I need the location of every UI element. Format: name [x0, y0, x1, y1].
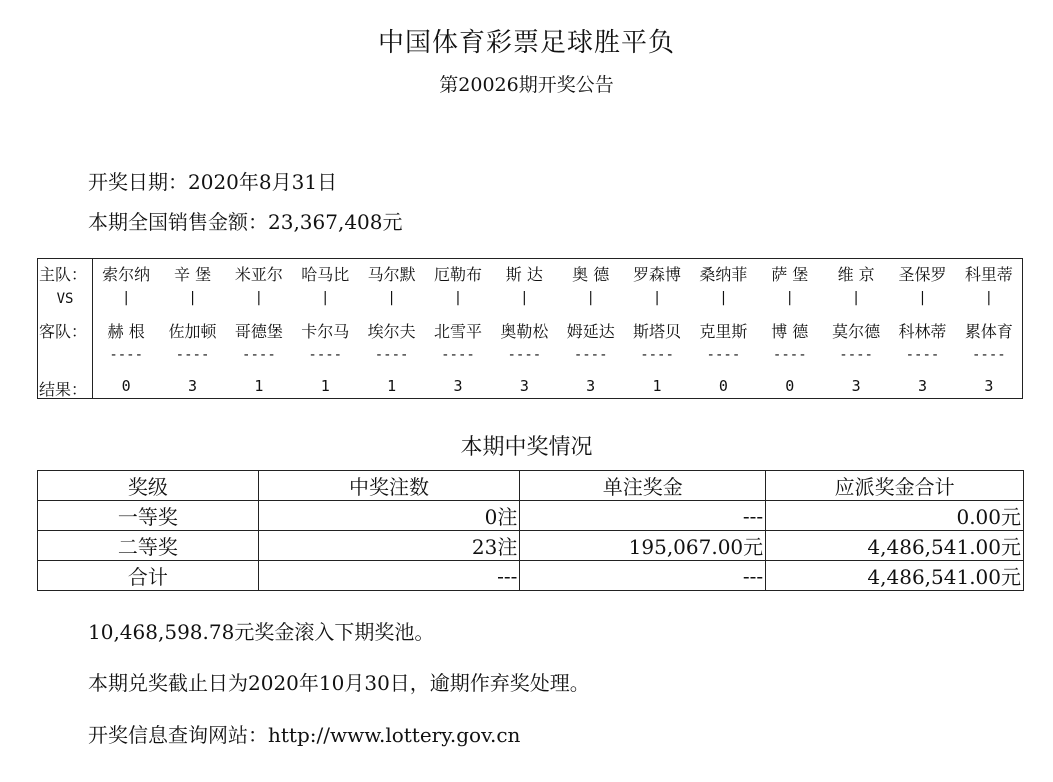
match-result: 3	[586, 377, 596, 395]
dash-mark: ----	[109, 347, 144, 363]
vs-mark: |	[121, 290, 131, 306]
dash-mark: ----	[640, 347, 674, 363]
match-column	[690, 259, 756, 398]
away-team: 哥德堡	[234, 322, 283, 341]
table-row	[38, 501, 1024, 531]
rollover-note: 10,468,598.78元奖金滚入下期奖池。	[88, 620, 435, 644]
prize-total: 4,486,541.00元	[766, 561, 1024, 591]
table-row	[38, 561, 1024, 591]
away-team: 克里斯	[699, 322, 748, 341]
home-team: 奥 德	[572, 265, 610, 284]
match-result: 1	[387, 377, 397, 395]
home-team: 厄勒布	[433, 265, 482, 284]
dash-mark: ----	[772, 347, 807, 363]
match-result: 3	[917, 377, 927, 395]
header-per-ticket: 单注奖金	[520, 471, 766, 501]
away-team: 奥勒松	[500, 322, 549, 341]
prize-total: 4,486,541.00元	[766, 531, 1024, 561]
home-team: 哈马比	[301, 265, 350, 284]
vs-mark: |	[851, 290, 861, 306]
home-team: 圣保罗	[898, 265, 947, 284]
match-result: 3	[188, 377, 198, 395]
dash-mark: ----	[374, 347, 409, 363]
home-team: 索尔纳	[102, 265, 151, 284]
match-column	[823, 259, 889, 398]
vs-mark: |	[586, 290, 595, 306]
match-column	[226, 259, 292, 398]
away-team: 卡尔马	[301, 322, 350, 341]
prize-level: 合计	[38, 561, 259, 591]
away-team: 科林蒂	[898, 322, 947, 341]
website-note: 开奖信息查询网站：http://www.lottery.gov.cn	[88, 723, 521, 747]
home-team: 米亚尔	[234, 265, 283, 284]
vs-mark: |	[254, 290, 264, 306]
match-column	[956, 259, 1022, 398]
prize-level: 二等奖	[38, 531, 259, 561]
match-row-labels	[38, 259, 93, 398]
away-team: 赫 根	[107, 322, 145, 341]
match-column	[558, 259, 624, 398]
prize-count: ---	[258, 561, 520, 591]
away-team: 累体育	[964, 322, 1013, 341]
match-column	[93, 259, 159, 398]
vs-mark: |	[652, 290, 662, 306]
match-result: 1	[254, 377, 264, 395]
vs-mark: |	[453, 290, 463, 306]
match-result: 1	[652, 377, 662, 395]
away-team: 姆延达	[566, 322, 615, 341]
match-column	[292, 259, 358, 398]
dash-mark: ----	[706, 347, 741, 363]
sales-amount: 本期全国销售金额：23,367,408元	[88, 210, 403, 234]
dash-mark: ----	[175, 347, 210, 363]
match-column	[358, 259, 424, 398]
away-team: 佐加顿	[168, 322, 217, 341]
result-label: 结果：	[39, 380, 88, 399]
match-result: 0	[785, 377, 795, 395]
match-column	[889, 259, 955, 398]
prize-per-ticket: ---	[520, 561, 766, 591]
match-column	[491, 259, 557, 398]
dash-mark: ----	[573, 347, 608, 363]
dash-mark: ----	[507, 347, 542, 363]
vs-mark: |	[188, 290, 197, 306]
deadline-note: 本期兑奖截止日为2020年10月30日，逾期作弃奖处理。	[88, 671, 590, 695]
prize-total: 0.00元	[766, 501, 1024, 531]
dash-mark: ----	[308, 347, 343, 363]
match-result: 0	[121, 377, 131, 395]
match-result: 3	[453, 377, 463, 395]
vs-mark: |	[918, 290, 927, 306]
header-level: 奖级	[38, 471, 259, 501]
draw-date: 开奖日期：2020年8月31日	[88, 170, 338, 194]
table-row	[38, 531, 1024, 561]
vs-mark: |	[984, 290, 994, 306]
away-label: 客队：	[39, 322, 88, 341]
prize-header-row	[38, 471, 1024, 501]
home-team: 科里蒂	[964, 265, 1013, 284]
prize-per-ticket: ---	[520, 501, 766, 531]
home-team: 斯 达	[505, 265, 543, 284]
prize-count: 0注	[258, 501, 520, 531]
home-team: 罗森博	[633, 265, 682, 284]
match-result: 3	[984, 377, 994, 395]
prize-count: 23注	[258, 531, 520, 561]
away-team: 斯塔贝	[633, 322, 682, 341]
away-team: 博 德	[771, 322, 809, 341]
match-result: 3	[519, 377, 529, 395]
match-column	[624, 259, 690, 398]
match-column	[159, 259, 225, 398]
home-team: 辛 堡	[173, 265, 212, 284]
home-label: 主队：	[39, 265, 88, 284]
dash-mark: ----	[242, 347, 276, 363]
away-team: 莫尔德	[832, 322, 881, 341]
away-team: 北雪平	[433, 322, 482, 341]
away-team: 埃尔夫	[367, 322, 416, 341]
match-result: 1	[320, 377, 330, 395]
match-columns	[93, 259, 1022, 398]
vs-mark: |	[321, 290, 330, 306]
match-result: 0	[718, 377, 728, 395]
dash-mark: ----	[905, 347, 940, 363]
issue-subtitle: 第20026期开奖公告	[439, 74, 614, 96]
match-column	[425, 259, 491, 398]
vs-mark: |	[785, 290, 794, 306]
vs-mark: |	[387, 290, 396, 306]
prize-level: 一等奖	[38, 501, 259, 531]
home-team: 维 京	[837, 265, 875, 284]
prize-per-ticket: 195,067.00元	[520, 531, 766, 561]
home-team: 桑纳菲	[699, 265, 748, 284]
vs-label: VS	[56, 291, 74, 307]
home-team: 马尔默	[367, 265, 416, 284]
header-count: 中奖注数	[258, 471, 520, 501]
vs-mark: |	[719, 290, 728, 306]
header-total: 应派奖金合计	[766, 471, 1024, 501]
page-title: 中国体育彩票足球胜平负	[377, 28, 675, 58]
match-column	[757, 259, 823, 398]
home-team: 萨 堡	[771, 265, 809, 284]
prize-section-title: 本期中奖情况	[460, 435, 593, 460]
dash-mark: ----	[971, 347, 1006, 363]
match-result: 3	[851, 377, 861, 395]
dash-mark: ----	[839, 347, 873, 363]
dash-mark: ----	[441, 347, 475, 363]
prize-table	[37, 470, 1024, 591]
vs-mark: |	[520, 290, 529, 306]
match-grid	[37, 258, 1023, 399]
